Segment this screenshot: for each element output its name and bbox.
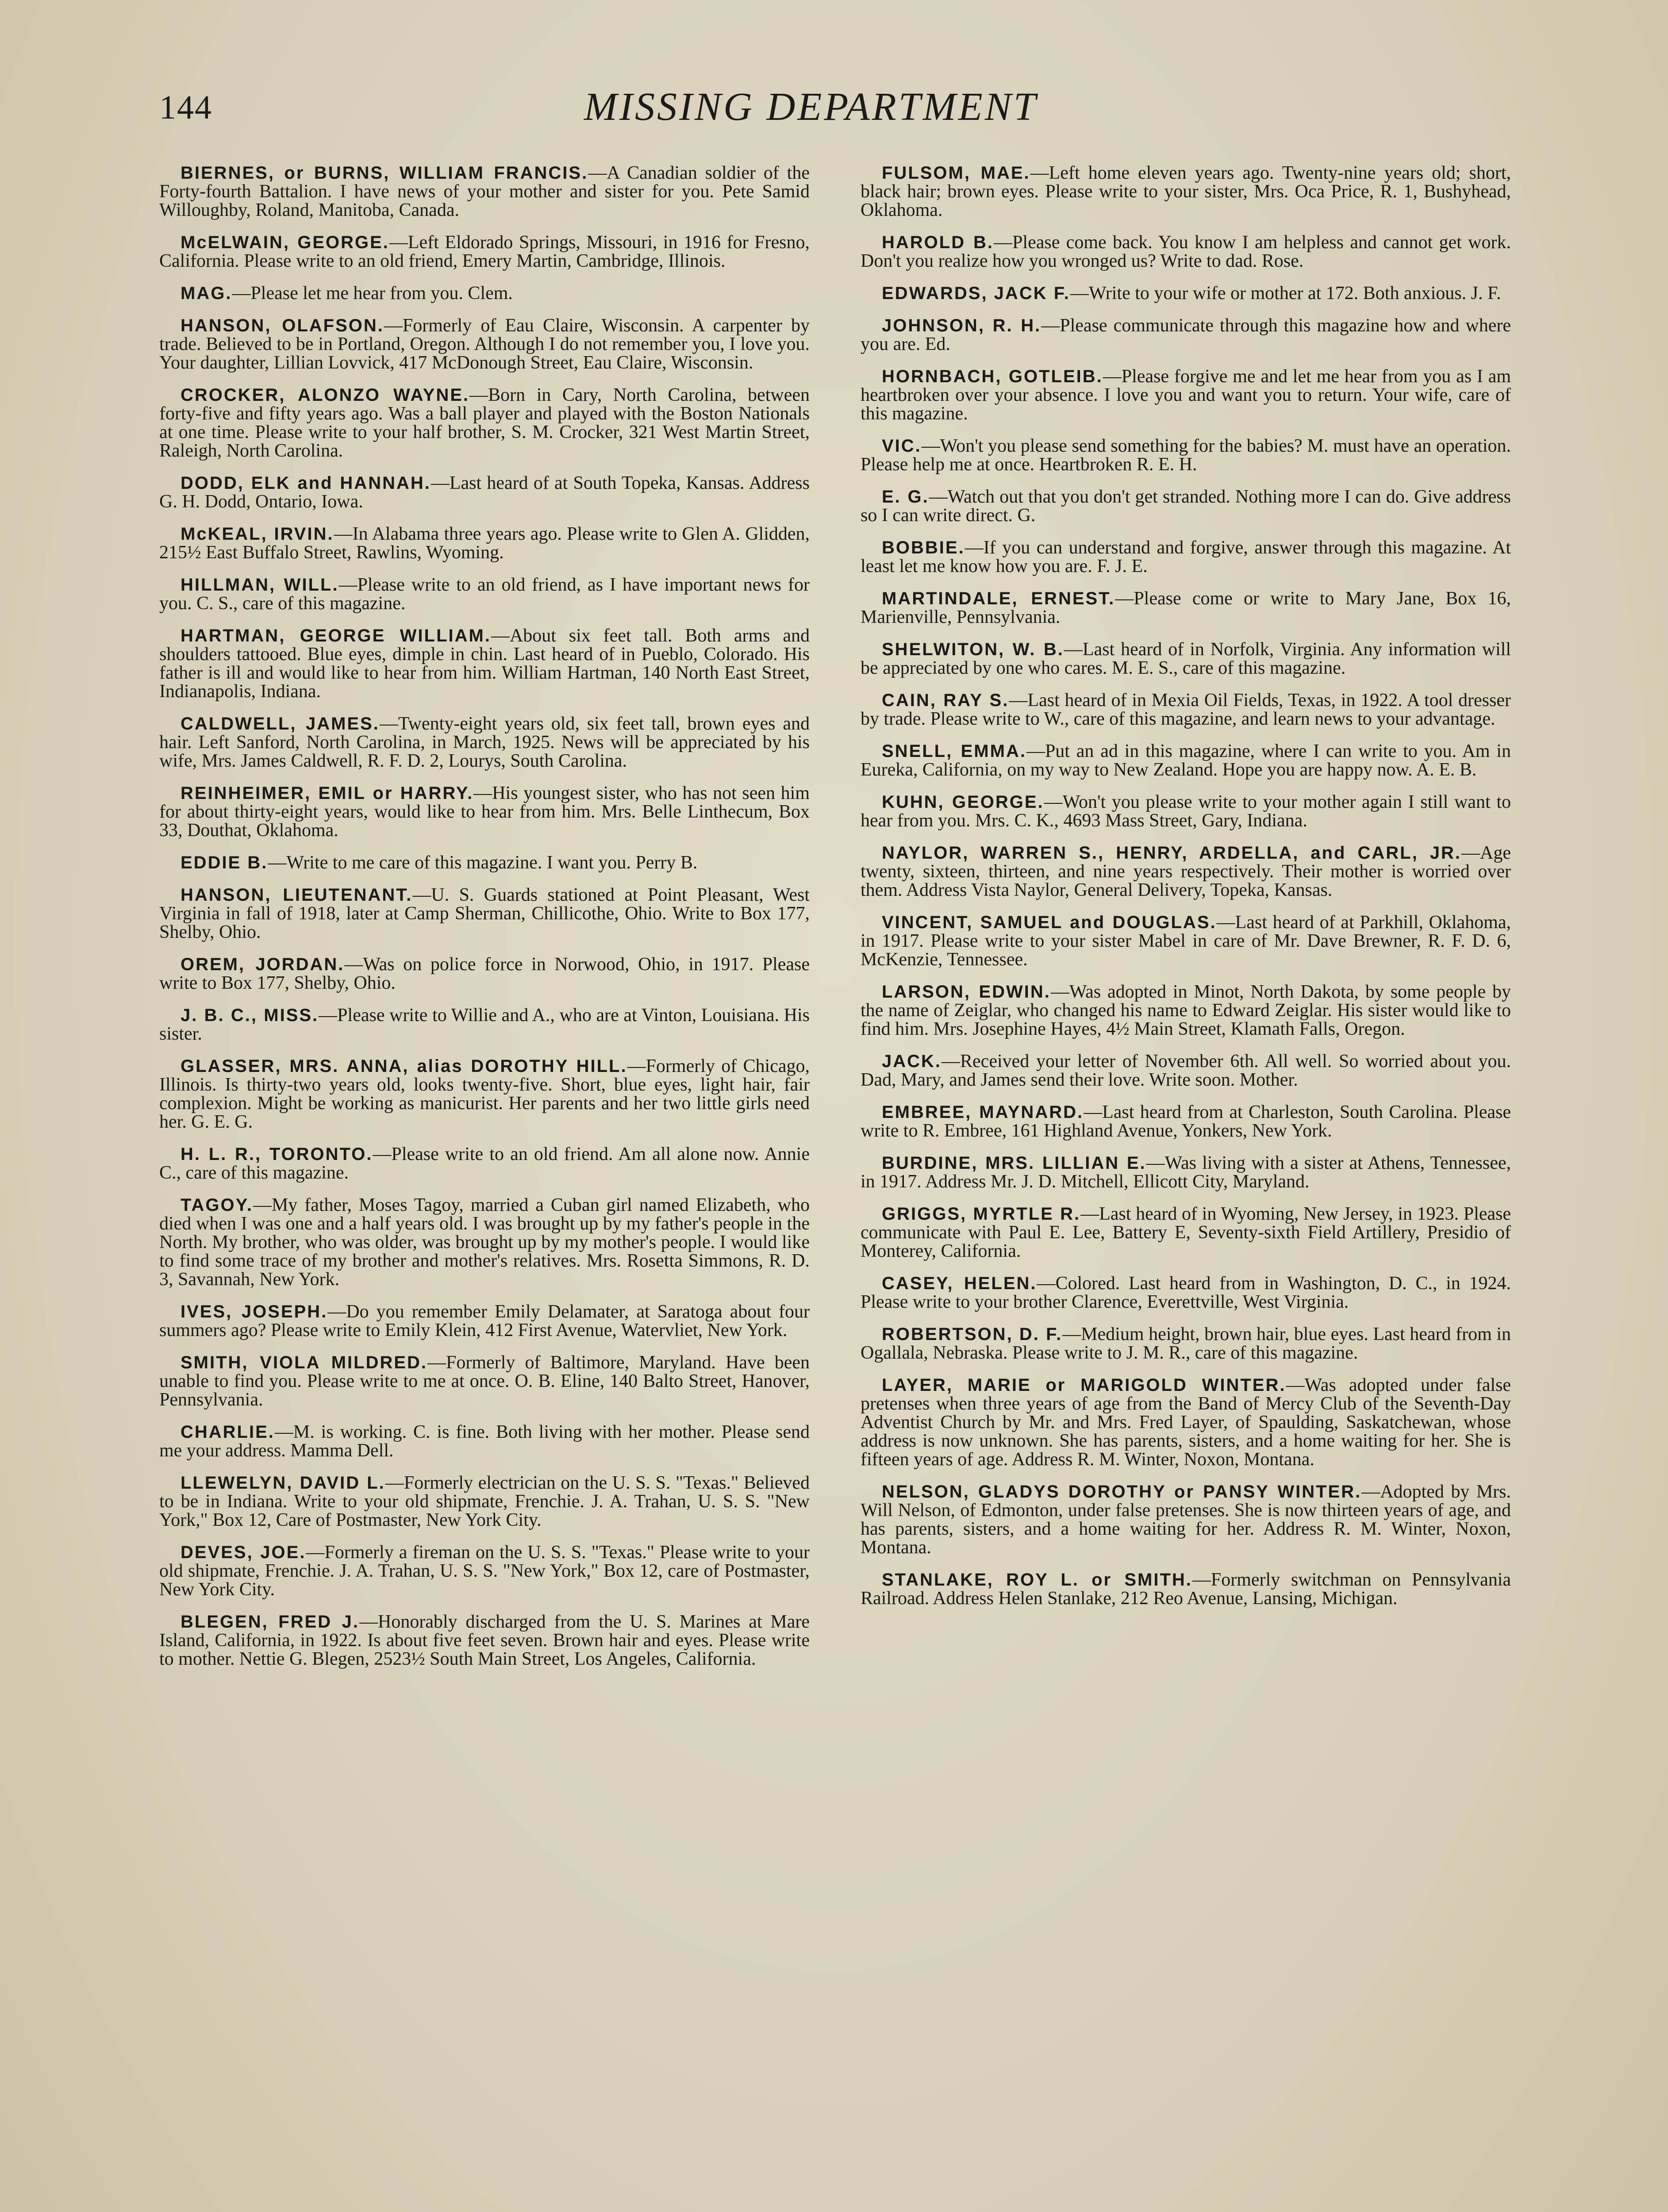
notice-entry: [861, 488, 1511, 525]
entry-name: HANSON, OLAFSON.: [181, 316, 384, 335]
notice-entry: [861, 284, 1511, 303]
notice-entry: [861, 1571, 1511, 1608]
notice-entry: [159, 1353, 810, 1409]
right-column: [861, 164, 1511, 1621]
entry-name: EDDIE B.: [181, 853, 268, 872]
entry-name: McKEAL, IRVIN.: [181, 524, 334, 544]
notice-entry: [159, 886, 810, 941]
notice-entry: [861, 1103, 1511, 1140]
entry-name: McELWAIN, GEORGE.: [181, 233, 389, 252]
entry-name: NELSON, GLADYS DOROTHY or PANSY WINTER.: [882, 1482, 1362, 1502]
entry-name: HILLMAN, WILL.: [181, 575, 339, 595]
entry-text: —Put an ad in this magazine, where I can write to you. Am in Eureka, California, on my way to New Zealand. Hope you are happy now. A. E. B.: [861, 741, 1511, 780]
entry-text: —Last heard of at Parkhill, Oklahoma, in 1917. Please write to your sister Mabel in care of Mr. Dave Brewner, R. F. D. 6, McKenzie, Tennessee.: [861, 912, 1511, 970]
notice-entry: [861, 538, 1511, 576]
notice-entry: [861, 691, 1511, 728]
entry-text: —Formerly switchman on Pennsylvania Railroad. Address Helen Stanlake, 212 Reo Avenue, Lansing, Michigan.: [861, 1570, 1511, 1609]
notice-entry: [159, 1006, 810, 1043]
notice-entry: [159, 284, 810, 303]
entry-text: —Please forgive me and let me hear from you as I am heartbroken over your absence. I love you and want you to return. Your wife, care of this magazine.: [861, 366, 1511, 424]
entry-name: NAYLOR, WARREN S., HENRY, ARDELLA, and CARL, JR.: [882, 843, 1462, 863]
entry-name: VIC.: [882, 436, 922, 456]
entry-text: —Was adopted under false pretenses when three years of age from the Band of Mercy Club of the Seventh-Day Adventist Church by Mr. and Mrs. Fred Layer, of Spaulding, Saskatchewan, whose address is now unknown. She has parents, sisters, and a home waiting for her. She is fifteen years of age. Address R. M. Winter, Noxon, Montana.: [861, 1375, 1511, 1470]
entry-text: —Write to me care of this magazine. I want you. Perry B.: [268, 853, 698, 873]
entry-text: —Please write to an old friend. Am all alone now. Annie C., care of this magazine.: [159, 1144, 810, 1183]
entry-text: —Last heard of in Mexia Oil Fields, Texas, in 1922. A tool dresser by trade. Please write to W., care of this magazine, and learn news to your advantage.: [861, 690, 1511, 729]
entry-text: —Please write to an old friend, as I have important news for you. C. S., care of this magazine.: [159, 575, 810, 614]
entry-name: REINHEIMER, EMIL or HARRY.: [181, 783, 474, 803]
notice-entry: [861, 589, 1511, 626]
entry-name: EDWARDS, JACK F.: [882, 284, 1070, 303]
notice-entry: [861, 1205, 1511, 1260]
entry-text: —Was adopted in Minot, North Dakota, by some people by the name of Zeiglar, who changed his name to Edward Zeiglar. His sister would like to find him. Mrs. Josephine Hayes, 4½ Main Street, Klamath Falls, Oregon.: [861, 982, 1511, 1039]
notice-entry: [861, 983, 1511, 1038]
notice-entry: [861, 1376, 1511, 1469]
entry-name: IVES, JOSEPH.: [181, 1302, 328, 1321]
entry-name: MAG.: [181, 284, 232, 303]
notice-entry: [861, 316, 1511, 353]
entry-name: JOHNSON, R. H.: [882, 316, 1042, 335]
entry-name: BURDINE, MRS. LILLIAN E.: [882, 1153, 1146, 1173]
entry-text: —Twenty-eight years old, six feet tall, brown eyes and hair. Left Sanford, North Carolina, in March, 1925. News will be appreciated by his wife, Mrs. James Caldwell, R. F. D. 2, Lourys, South Carolina.: [159, 714, 810, 771]
entry-name: VINCENT, SAMUEL and DOUGLAS.: [882, 913, 1217, 932]
entry-text: —Honorably discharged from the U. S. Marines at Mare Island, California, in 1922. Is about five feet seven. Brown hair and eyes. Please write to mother. Nettie G. Blegen, 2523½ South Main Street, Los Angeles, California.: [159, 1612, 810, 1669]
entry-name: SNELL, EMMA.: [882, 741, 1026, 761]
entry-text: —Received your letter of November 6th. All well. So worried about you. Dad, Mary, and James send their love. Write soon. Mother.: [861, 1051, 1511, 1090]
entry-name: STANLAKE, ROY L. or SMITH.: [882, 1570, 1192, 1590]
page-number: 144: [159, 89, 212, 126]
notice-entry: [159, 784, 810, 840]
entry-text: —Was on police force in Norwood, Ohio, in 1917. Please write to Box 177, Shelby, Ohio.: [159, 954, 810, 993]
entry-name: DEVES, JOE.: [181, 1543, 306, 1562]
notice-entry: [159, 1423, 810, 1460]
entry-text: —Left Eldorado Springs, Missouri, in 1916 for Fresno, California. Please write to an old friend, Emery Martin, Cambridge, Illinois.: [159, 232, 810, 271]
notice-entry: [159, 386, 810, 460]
notice-entry: [159, 316, 810, 372]
entry-text: —Write to your wife or mother at 172. Both anxious. J. F.: [1070, 283, 1501, 303]
entry-text: —Adopted by Mrs. Will Nelson, of Edmonton, under false pretenses. She is now thirteen years of age, and has parents, sisters, and a home waiting for her. Address R. M. Winter, Noxon, Montana.: [861, 1482, 1511, 1558]
page-header: [159, 84, 1509, 137]
notice-entry: [861, 233, 1511, 270]
entry-text: —In Alabama three years ago. Please write to Glen A. Glidden, 215½ East Buffalo Street, Rawlins, Wyoming.: [159, 524, 810, 563]
notice-entry: [159, 233, 810, 270]
notice-entry: [159, 853, 810, 872]
notice-entry: [159, 714, 810, 770]
entry-name: CASEY, HELEN.: [882, 1274, 1037, 1293]
entry-text: —Born in Cary, North Carolina, between forty-five and fifty years ago. Was a ball player and played with the Boston Nationals at one time. Please write to your half brother, S. M. Crocker, 321 West Martin Street, Raleigh, North Carolina.: [159, 385, 810, 461]
entry-text: —Medium height, brown hair, blue eyes. Last heard from in Ogallala, Nebraska. Please write to J. M. R., care of this magazine.: [861, 1324, 1511, 1363]
entry-text: —Please come back. You know I am helpless and cannot get work. Don't you realize how you wronged us? Write to dad. Rose.: [861, 232, 1511, 271]
entry-name: HORNBACH, GOTLEIB.: [882, 367, 1103, 386]
entry-text: —Do you remember Emily Delamater, at Saratoga about four summers ago? Please write to Emily Klein, 412 First Avenue, Watervliet, New York.: [159, 1302, 810, 1340]
entry-name: ROBERTSON, D. F.: [882, 1325, 1063, 1344]
notice-entry: [159, 1196, 810, 1289]
entry-text: —Age twenty, sixteen, thirteen, and nine years respectively. Their mother is worried over them. Address Vista Naylor, General Delivery, Topeka, Kansas.: [861, 843, 1511, 900]
entry-text: —Won't you please send something for the babies? M. must have an operation. Please help me at once. Heartbroken R. E. H.: [861, 436, 1511, 475]
entry-name: J. B. C., MISS.: [181, 1006, 319, 1025]
entry-text: —Won't you please write to your mother again I still want to hear from you. Mrs. C. K., 4693 Mass Street, Gary, Indiana.: [861, 792, 1511, 831]
entry-text: —A Canadian soldier of the Forty-fourth Battalion. I have news of your mother and sister for you. Pete Samid Willoughby, Roland, Manitoba, Canada.: [159, 163, 810, 220]
entry-name: CALDWELL, JAMES.: [181, 714, 380, 733]
entry-name: TAGOY.: [181, 1195, 253, 1215]
entry-name: FULSOM, MAE.: [882, 163, 1030, 183]
entry-name: KUHN, GEORGE.: [882, 792, 1044, 812]
entry-text: —My father, Moses Tagoy, married a Cuban girl named Elizabeth, who died when I was one and a half years old. I was brought up by my father's people in the North. My brother, who was older, was brought up by my mother's people. I would like to find some trace of my brother and mother's relatives. Mrs. Rosetta Simmons, R. D. 3, Savannah, New York.: [159, 1195, 810, 1290]
notice-entry: [159, 1543, 810, 1599]
entry-name: E. G.: [882, 487, 929, 507]
notice-entry: [861, 1325, 1511, 1362]
notice-entry: [159, 164, 810, 219]
entry-text: —Last heard of at South Topeka, Kansas. Address G. H. Dodd, Ontario, Iowa.: [159, 473, 810, 512]
entry-text: —Last heard of in Wyoming, New Jersey, in 1923. Please communicate with Paul E. Lee, Battery E, Seventy-sixth Field Artillery, Presidio of Monterey, California.: [861, 1204, 1511, 1261]
entry-name: BIERNES, or BURNS, WILLIAM FRANCIS.: [181, 163, 588, 183]
notice-entry: [159, 1474, 810, 1529]
entry-text: —Last heard of in Norfolk, Virginia. Any information will be appreciated by one who cares. M. E. S., care of this magazine.: [861, 639, 1511, 678]
entry-name: DODD, ELK and HANNAH.: [181, 473, 431, 493]
notice-entry: [159, 626, 810, 701]
entry-text: —Colored. Last heard from in Washington, D. C., in 1924. Please write to your brother Clarence, Everettville, West Virginia.: [861, 1273, 1511, 1312]
notice-entry: [861, 844, 1511, 899]
notice-entry: [159, 955, 810, 992]
notice-entry: [159, 1057, 810, 1131]
entry-name: HARTMAN, GEORGE WILLIAM.: [181, 626, 491, 645]
entry-text: —Please write to Willie and A., who are at Vinton, Louisiana. His sister.: [159, 1005, 810, 1044]
entry-text: —Formerly of Eau Claire, Wisconsin. A carpenter by trade. Believed to be in Portland, Oregon. Although I do not remember you, I love you. Your daughter, Lillian Lovvick, 417 McDonough Street, Eau Claire, Wisconsin.: [159, 315, 810, 373]
entry-text: —Please let me hear from you. Clem.: [232, 283, 513, 303]
entry-text: —His youngest sister, who has not seen him for about thirty-eight years, would like to hear from him. Mrs. Belle Linthecum, Box 33, Douthat, Oklahoma.: [159, 783, 810, 841]
entry-name: LLEWELYN, DAVID L.: [181, 1473, 385, 1493]
notice-entry: [159, 1613, 810, 1668]
entry-text: —Please communicate through this magazine how and where you are. Ed.: [861, 315, 1511, 354]
entry-name: JACK.: [882, 1052, 942, 1071]
entry-name: EMBREE, MAYNARD.: [882, 1102, 1084, 1122]
entry-name: SHELWITON, W. B.: [882, 640, 1064, 659]
entry-text: —Left home eleven years ago. Twenty-nine years old; short, black hair; brown eyes. Please write to your sister, Mrs. Oca Price, R. 1, Bushyhead, Oklahoma.: [861, 163, 1511, 220]
entry-text: —Was living with a sister at Athens, Tennessee, in 1917. Address Mr. J. D. Mitchell, Ellicott City, Maryland.: [861, 1153, 1511, 1192]
notice-entry: [861, 1154, 1511, 1191]
entry-name: HAROLD B.: [882, 233, 994, 252]
entry-name: BOBBIE.: [882, 538, 965, 557]
notice-entry: [861, 1482, 1511, 1557]
notice-entry: [861, 1274, 1511, 1311]
notice-entry: [861, 437, 1511, 474]
notice-entry: [861, 793, 1511, 830]
entry-text: —If you can understand and forgive, answer through this magazine. At least let me know how you are. F. J. E.: [861, 538, 1511, 576]
notice-entry: [861, 164, 1511, 219]
entry-name: CROCKER, ALONZO WAYNE.: [181, 385, 470, 405]
notice-entry: [861, 913, 1511, 969]
entry-name: LAYER, MARIE or MARIGOLD WINTER.: [882, 1375, 1286, 1395]
entry-name: LARSON, EDWIN.: [882, 982, 1051, 1002]
entry-name: BLEGEN, FRED J.: [181, 1612, 360, 1632]
entry-name: H. L. R., TORONTO.: [181, 1144, 373, 1164]
notice-entry: [159, 525, 810, 562]
entry-name: SMITH, VIOLA MILDRED.: [181, 1353, 428, 1372]
entry-text: —About six feet tall. Both arms and shoulders tattooed. Blue eyes, dimple in chin. Last heard of in Pueblo, Colorado. His father is ill and would like to hear from him. William Hartman, 140 North East Street, Indianapolis, Indiana.: [159, 626, 810, 702]
notice-entry: [861, 1052, 1511, 1089]
notice-entry: [159, 1145, 810, 1182]
entry-name: MARTINDALE, ERNEST.: [882, 589, 1115, 608]
entry-name: CAIN, RAY S.: [882, 691, 1009, 710]
notice-entry: [861, 640, 1511, 677]
entry-text: —Last heard from at Charleston, South Carolina. Please write to R. Embree, 161 Highland Avenue, Yonkers, New York.: [861, 1102, 1511, 1141]
entry-name: HANSON, LIEUTENANT.: [181, 885, 413, 905]
entry-text: —U. S. Guards stationed at Point Pleasant, West Virginia in fall of 1918, later at Camp Sherman, Chillicothe, Ohio. Write to Box 177, Shelby, Ohio.: [159, 885, 810, 942]
entry-text: —Formerly electrician on the U. S. S. "Texas." Believed to be in Indiana. Write to your old shipmate, Frenchie. J. A. Trahan, U. S. S. "New York," Box 12, Care of Postmaster, New York City.: [159, 1473, 810, 1530]
notice-entry: [159, 474, 810, 511]
entry-text: —Formerly of Baltimore, Maryland. Have been unable to find you. Please write to me at once. O. B. Eline, 140 Balto Street, Hanover, Pennsylvania.: [159, 1352, 810, 1410]
section-title: MISSING DEPARTMENT: [584, 85, 1038, 129]
entry-name: OREM, JORDAN.: [181, 955, 345, 974]
entry-name: GLASSER, MRS. ANNA, alias DOROTHY HILL.: [181, 1056, 627, 1076]
entry-text: —M. is working. C. is fine. Both living with her mother. Please send me your address. Mamma Dell.: [159, 1422, 810, 1461]
notice-entry: [861, 742, 1511, 779]
entry-text: —Watch out that you don't get stranded. Nothing more I can do. Give address so I can write direct. G.: [861, 487, 1511, 526]
entry-name: GRIGGS, MYRTLE R.: [882, 1204, 1081, 1224]
notice-entry: [159, 1302, 810, 1340]
notice-entry: [159, 576, 810, 613]
left-column: [159, 164, 810, 1682]
entry-text: —Formerly a fireman on the U. S. S. "Texas." Please write to your old shipmate, Frenchie. J. A. Trahan, U. S. S. "New York," Box 12, care of Postmaster, New York City.: [159, 1542, 810, 1600]
entry-text: —Please come or write to Mary Jane, Box 16, Marienville, Pennsylvania.: [861, 588, 1511, 627]
entry-name: CHARLIE.: [181, 1422, 275, 1442]
entry-text: —Formerly of Chicago, Illinois. Is thirty-two years old, looks twenty-five. Short, blue eyes, light hair, fair complexion. Might be working as manicurist. Her parents and her two little girls need her. G. E. G.: [159, 1056, 810, 1132]
notice-entry: [861, 367, 1511, 423]
